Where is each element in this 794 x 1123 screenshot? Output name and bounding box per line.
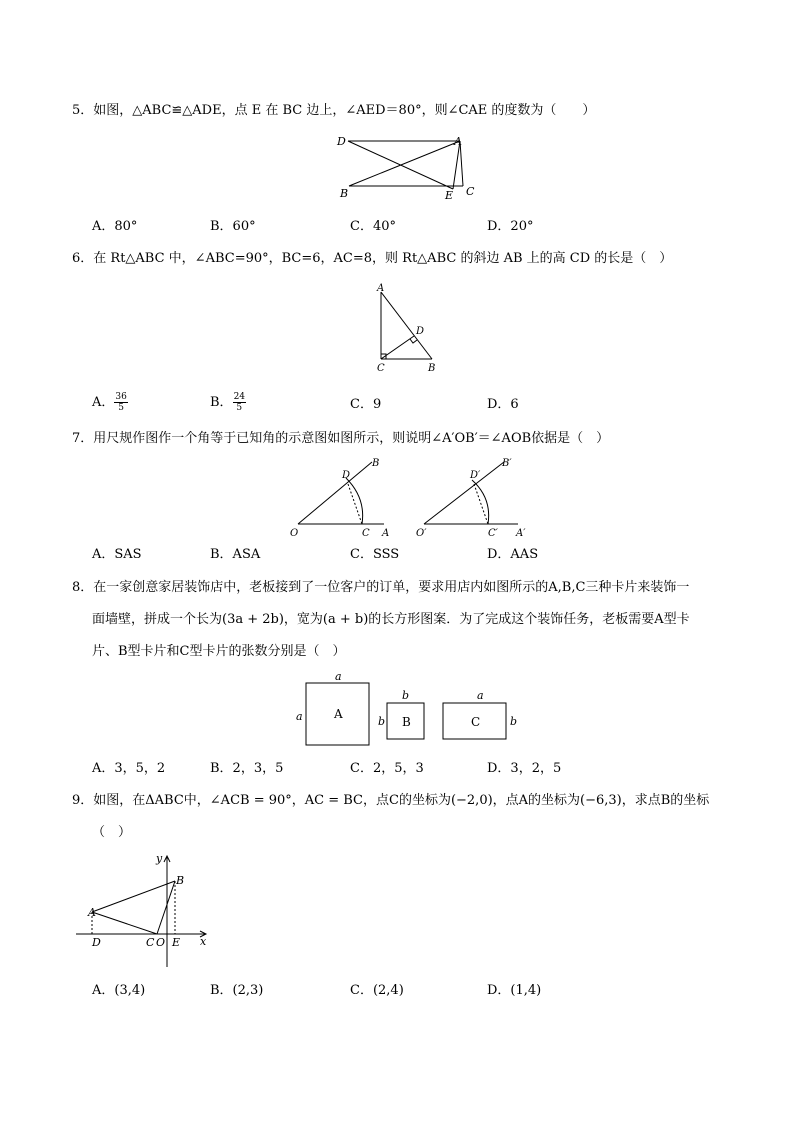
q6-option-b-numerator: 24 bbox=[233, 392, 246, 402]
question-5-text: 5．如图，△ABC≌△ADE，点 E 在 BC 边上，∠AED＝80°，则∠CAE 的度数为（ ） bbox=[72, 103, 596, 118]
card-c-side-label: b bbox=[510, 715, 518, 728]
question-5-figure bbox=[335, 133, 475, 205]
fig7-label-b: B bbox=[372, 458, 380, 469]
card-a-label: A bbox=[334, 707, 343, 721]
fig9-label-a: A bbox=[88, 906, 96, 919]
fig6-label-a: A bbox=[377, 283, 385, 294]
q9-option-b[interactable]: B．(2,3) bbox=[210, 983, 264, 998]
fig7-label-d: D bbox=[342, 470, 351, 481]
q5-option-a[interactable]: A．80° bbox=[92, 219, 138, 234]
question-8-cards-figure bbox=[292, 670, 524, 750]
fig9-label-b: B bbox=[176, 874, 185, 887]
fig9-label-d: D bbox=[92, 936, 101, 949]
fig5-label-b: B bbox=[340, 187, 349, 200]
q9-option-c[interactable]: C．(2,4) bbox=[350, 983, 404, 998]
card-c-top-label: a bbox=[477, 689, 484, 702]
card-b-side-label: b bbox=[378, 715, 386, 728]
q6-option-c[interactable]: C．9 bbox=[350, 397, 382, 412]
q5-option-b[interactable]: B．60° bbox=[210, 219, 256, 234]
fig7-label-b-prime: B′ bbox=[502, 458, 512, 469]
q6-option-b-denominator: 5 bbox=[236, 403, 243, 413]
q6-option-a-numerator: 36 bbox=[115, 392, 127, 402]
q6-option-a-fraction bbox=[114, 392, 127, 413]
q8-option-a[interactable]: A．3，5，2 bbox=[92, 761, 166, 776]
fig6-label-b: B bbox=[428, 363, 436, 374]
q8-option-d[interactable]: D．3，2，5 bbox=[487, 761, 562, 776]
question-7-figure-left bbox=[288, 456, 396, 540]
card-a-top-label: a bbox=[335, 670, 342, 683]
q8-option-b[interactable]: B．2，3，5 bbox=[210, 761, 284, 776]
q7-option-b[interactable]: B．ASA bbox=[210, 547, 261, 562]
q6-option-b-prefix: B． bbox=[210, 395, 233, 410]
q6-option-a-denominator: 5 bbox=[118, 403, 124, 413]
q7-option-a[interactable]: A．SAS bbox=[92, 547, 142, 562]
fig9-label-o: O bbox=[156, 936, 166, 949]
fig7-label-c-prime: C′ bbox=[488, 528, 498, 539]
q7-option-d[interactable]: D．AAS bbox=[487, 547, 539, 562]
q9-option-a[interactable]: A．(3,4) bbox=[92, 983, 146, 998]
question-6-text: 6．在 Rt△ABC 中，∠ABC=90°，BC=6，AC=8，则 Rt△ABC 的斜边 AB 上的高 CD 的长是（ ） bbox=[72, 251, 673, 266]
fig5-label-d: D bbox=[337, 135, 346, 148]
card-c-label: C bbox=[471, 715, 481, 729]
card-a-side-label: a bbox=[296, 710, 303, 723]
q7-option-c[interactable]: C．SSS bbox=[350, 547, 400, 562]
q6-option-d[interactable]: D．6 bbox=[487, 397, 519, 412]
fig5-label-a: A bbox=[454, 135, 462, 148]
q9-option-d[interactable]: D．(1,4) bbox=[487, 983, 542, 998]
fig7-label-a-prime: A′ bbox=[516, 528, 526, 539]
q6-option-a[interactable] bbox=[92, 392, 128, 413]
fig7-label-a: A bbox=[382, 528, 390, 539]
q5-option-c[interactable]: C．40° bbox=[350, 219, 396, 234]
fig7-label-d-prime: D′ bbox=[470, 470, 481, 481]
question-6-figure bbox=[372, 283, 444, 375]
fig9-label-y: y bbox=[156, 852, 163, 865]
question-9-line-2: （ ） bbox=[92, 825, 132, 840]
fig5-label-c: C bbox=[466, 185, 475, 198]
fig9-label-x: x bbox=[200, 935, 207, 948]
q6-option-a-prefix: A． bbox=[92, 395, 115, 410]
q6-option-b-fraction bbox=[233, 392, 246, 413]
fig6-label-c: C bbox=[377, 363, 385, 374]
q6-option-b[interactable] bbox=[210, 392, 246, 413]
q5-option-d[interactable]: D．20° bbox=[487, 219, 534, 234]
question-8-line-3: 片、B型卡片和C型卡片的张数分别是（ ） bbox=[92, 644, 346, 659]
question-9-coordinate-figure bbox=[74, 850, 214, 970]
fig9-label-c: C bbox=[146, 936, 155, 949]
card-b-top-label: b bbox=[402, 689, 410, 702]
fig7-label-c: C bbox=[362, 528, 370, 539]
question-8-line-2: 面墙壁，拼成一个长为(3a + 2b)，宽为(a + b)的长方形图案．为了完成这个装饰任务，老板需要A型卡 bbox=[92, 612, 690, 627]
question-7-figure-right bbox=[414, 456, 534, 540]
fig5-label-e: E bbox=[445, 189, 454, 202]
question-8-line-1: 8．在一家创意家居装饰店中，老板接到了一位客户的订单，要求用店内如图所示的A,B,C三种卡片来装饰一 bbox=[72, 580, 690, 595]
fig6-label-d: D bbox=[416, 326, 425, 337]
q8-option-c[interactable]: C．2，5，3 bbox=[350, 761, 424, 776]
fig7-label-o: O bbox=[290, 528, 299, 539]
fig7-label-o-prime: O′ bbox=[416, 528, 427, 539]
fig9-label-e: E bbox=[172, 936, 181, 949]
card-b-label: B bbox=[402, 715, 411, 729]
question-7-text: 7．用尺规作图作一个角等于已知角的示意图如图所示，则说明∠A′OB′＝∠AOB依据是（ ） bbox=[72, 431, 610, 446]
question-9-line-1: 9．如图，在ΔABC中，∠ACB = 90°，AC = BC，点C的坐标为(−2,0)，点A的坐标为(−6,3)，求点B的坐标 bbox=[72, 793, 710, 808]
